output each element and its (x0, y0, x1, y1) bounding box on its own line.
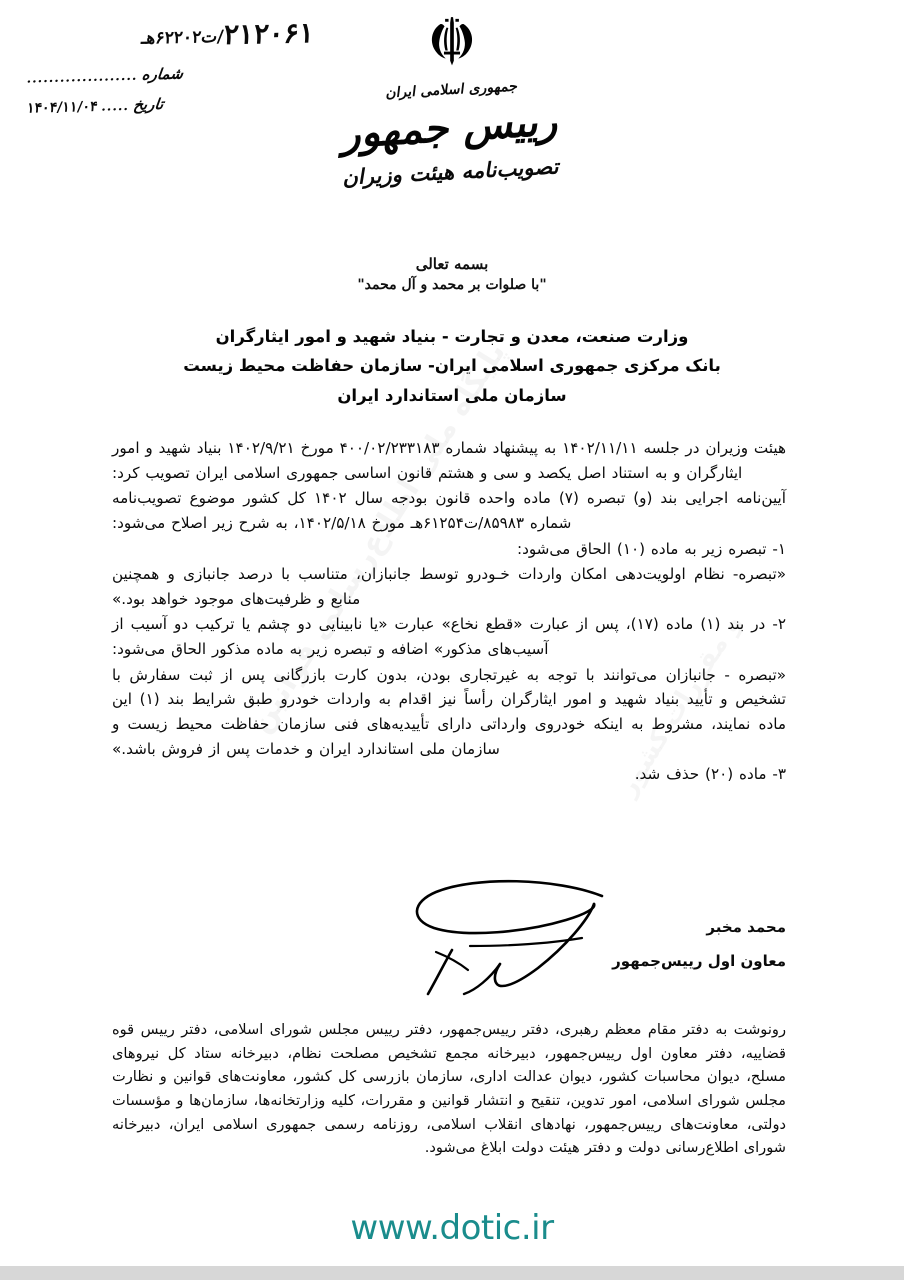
body-paragraph: هیئت وزیران در جلسه ۱۴۰۲/۱۱/۱۱ به پیشنهاد شماره ۴۰۰/۰۲/۲۳۳۱۸۳ مورخ ۱۴۰۲/۹/۲۱ بنیاد شهید و امور ایثارگران و به استناد اصل یکصد و سی و هشتم قانون اساسی جمهوری اسلامی ایران تصویب کرد: (112, 439, 786, 482)
body-paragraph: ۲- در بند (۱) ماده (۱۷)، پس از عبارت «قطع نخاع» عبارت «یا نابینایی دو چشم یا ترکیب دو آسیب از آسیب‌های مذکور» اضافه و تبصره زیر به ماده مذکور الحاق می‌شود: (112, 615, 786, 658)
letterhead-country: جمهوری اسلامی ایران (385, 78, 519, 102)
signatory-name: محمد مخبر (706, 918, 786, 936)
basmala-line-2: "با صلوات بر محمد و آل محمد" (357, 277, 547, 293)
distribution-list (112, 1018, 786, 1160)
body-paragraph: ۱- تبصره زیر به ماده (۱۰) الحاق می‌شود: (516, 539, 786, 558)
distribution-text: رونوشت به دفتر مقام معظم رهبری، دفتر رییس‌جمهور، دفتر رییس مجلس شورای اسلامی، دفتر رییس قوه قضاییه، دفتر معاون اول رییس‌جمهور، دبیرخانه مجمع تشخیص مصلحت نظام، دبیرخانه ستاد کل نیروهای مسلح، دیوان محاسبات کشور، دیوان عدالت اداری، سازمان بازرسی کل کشور، معاونت‌های قوانین و نظارت مجلس شورای اسلامی، امور تدوین، تنقیح و انتشار قوانین و مقررات، کلیه وزارتخانه‌ها، سازمان‌ها و مؤسسات دولتی، معاونت‌های رییس‌جمهور، نهادهای انقلاب اسلامی، روزنامه رسمی جمهوری اسلامی ایران، دبیرخانه شورای اطلاع‌رسانی دولت و دفتر هیئت دولت ابلاغ می‌شود. (112, 1021, 786, 1157)
iran-national-emblem-icon (423, 16, 481, 78)
stamp-date-value: ۱۴۰۴/۱۱/۰۴ (26, 98, 99, 117)
letterhead (0, 16, 904, 190)
stamp-date-label: تاریخ (132, 94, 165, 114)
body-text (112, 436, 786, 787)
body-paragraph: «تبصره- نظام اولویت‌دهی امکان واردات خـودرو توسط جانبازان، متناسب با درصد جانبازی و همچنین منابع و ظرفیت‌های موجود خواهد بود.» (112, 565, 786, 608)
body-paragraph: ۳- ماده (۲۰) حذف شد. (634, 765, 786, 784)
body-paragraph: آیین‌نامه اجرایی بند (و) تبصره (۷) ماده واحده قانون بودجه سال ۱۴۰۲ کل کشور موضوع تصویب‌نامه شماره ۸۵۹۸۳/ت۶۱۲۵۴هـ مورخ ۱۴۰۲/۵/۱۸، به شرح زیر اصلاح می‌شود: (112, 489, 786, 532)
registration-number-main: ۲۱۲۰۶۱ (222, 16, 316, 51)
handwritten-signature-icon (406, 876, 636, 996)
letterhead-title: رییس جمهور (340, 97, 564, 158)
signatory-role: معاون اول رییس‌جمهور (612, 952, 786, 970)
bottom-bar (0, 1266, 904, 1280)
addressee-line-1: وزارت صنعت، معدن و تجارت - بنیاد شهید و امور ایثارگران (215, 327, 689, 346)
stamp-number-label: شماره (140, 64, 185, 84)
stamp-number-dots: .................... (26, 68, 139, 87)
addressee-line-3: سازمان ملی استاندارد ایران (337, 385, 567, 405)
site-watermark (0, 1208, 904, 1248)
registration-number-suffix: /ت۶۲۲۰۲هـ (140, 26, 225, 49)
letterhead-subtitle: تصویب‌نامه هیئت وزیران (341, 153, 563, 190)
addressee-line-2: بانک مرکزی جمهوری اسلامی ایران- سازمان حفاظت محیط زیست (183, 356, 721, 376)
basmala-line-1: بسمه تعالی (415, 255, 489, 273)
site-watermark-text: www.dotic.ir (350, 1208, 554, 1248)
signature-block (366, 880, 786, 1010)
stamp-date-dots: ..... (100, 98, 131, 115)
addressee-block (0, 322, 904, 410)
body-paragraph: «تبصره - جانبازان می‌توانند با توجه به غیرتجاری بودن، بدون کارت بازرگانی پس از ثبت سفارش با تشخیص و تأیید بنیاد شهید و امور ایثارگران رأساً نیز اقدام به واردات خودرو طبق شرایط بند (۱) این ماده نمایند، مشروط به اینکه خودروی وارداتی دارای تأییدیه‌های فنی سازمان حفاظت محیط زیست و سازمان ملی استاندارد ایران و خدمات پس از فروش باشد.» (112, 665, 786, 758)
basmala-block (0, 255, 904, 293)
